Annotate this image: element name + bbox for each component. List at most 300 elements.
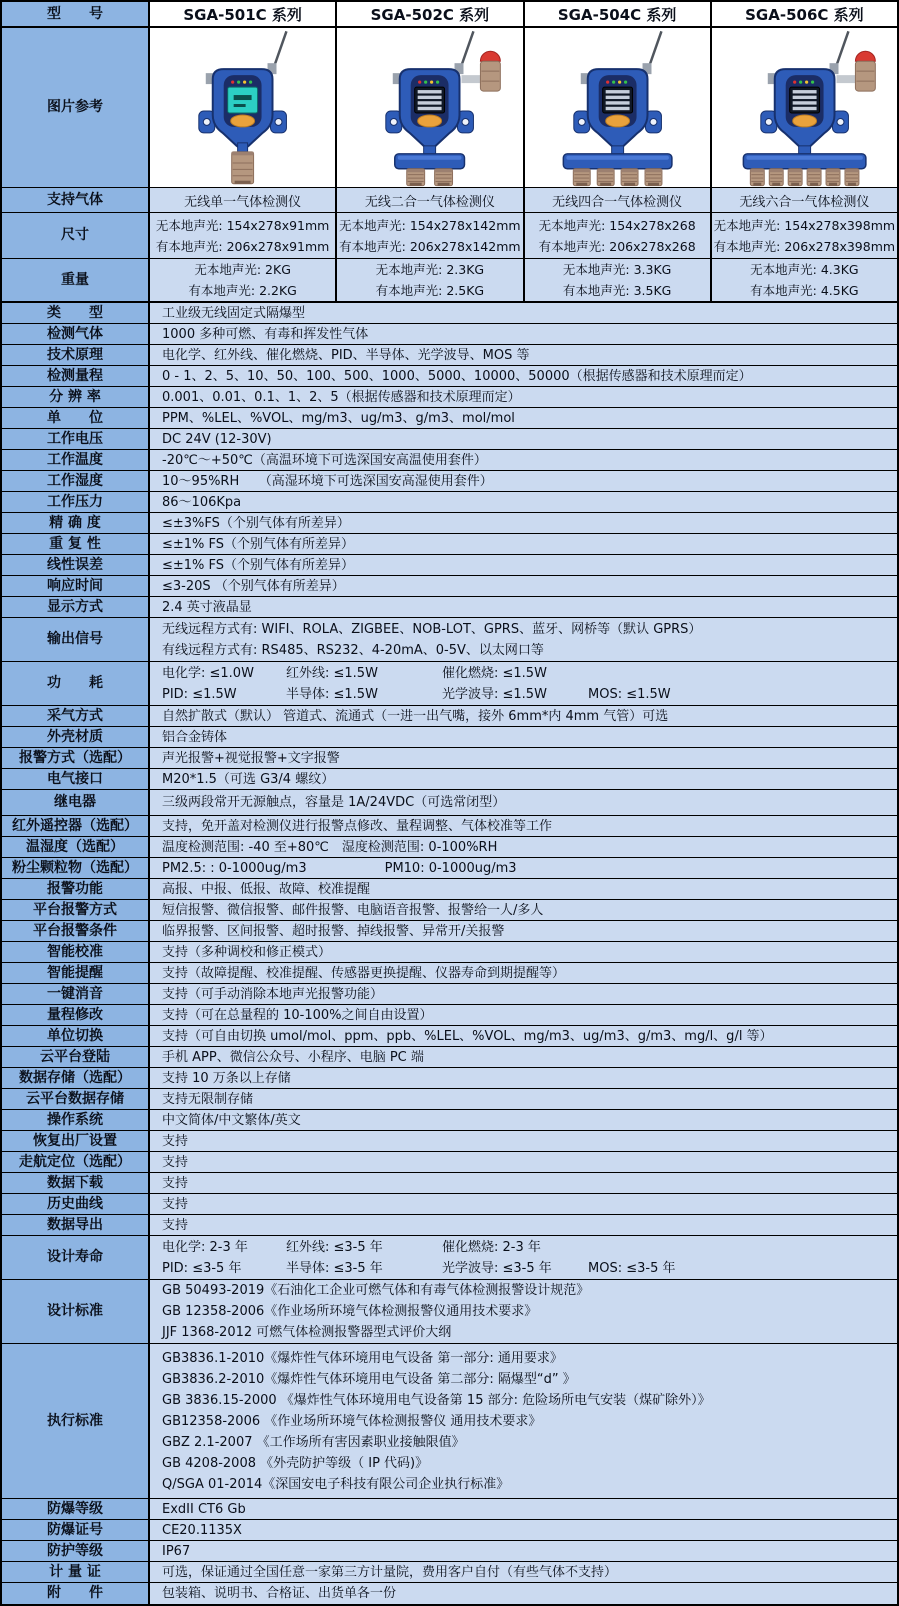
- spec-label-30: 一键消音: [2, 984, 150, 1004]
- spec-value-34: [150, 1068, 897, 1088]
- spec-text: M20*1.5（可选 G3/4 螺纹）: [162, 771, 335, 787]
- spec-line: [162, 345, 889, 366]
- gas-detector-illustration: [337, 29, 522, 187]
- spec-row-34: [2, 1068, 897, 1089]
- spec-label-32: 单位切换: [2, 1026, 150, 1046]
- spec-line: [162, 303, 889, 324]
- supported-gas-0: 无线单一气体检测仪: [150, 188, 335, 212]
- spec-value-49: [150, 1583, 897, 1604]
- spec-line: [162, 1583, 889, 1604]
- spec-text: IP67: [162, 1543, 191, 1559]
- spec-label-23: 温湿度（选配）: [2, 837, 150, 857]
- sensor-probe: [435, 169, 453, 186]
- spec-text: 短信报警、微信报警、邮件报警、电脑语音报警、报警给一人/多人: [162, 902, 544, 918]
- spec-value-31: [150, 1005, 897, 1025]
- spec-text: 电化学、红外线、催化燃烧、PID、半导体、光学波导、MOS 等: [162, 347, 530, 363]
- spec-label-24: 粉尘颗粒物（选配）: [2, 858, 150, 878]
- spec-label-12: 线性误差: [2, 555, 150, 575]
- spec-label-49: 附 件: [2, 1583, 150, 1604]
- spec-line: [162, 640, 889, 661]
- spec-text: 支持（多种调校和修正模式）: [162, 944, 332, 960]
- weight-line: 无本地声光: 2KG: [194, 262, 291, 277]
- dimensions-row: [2, 213, 897, 259]
- spec-label-5: 单 位: [2, 408, 150, 428]
- weight-0: [150, 259, 335, 301]
- spec-line: [162, 1237, 889, 1258]
- spec-line: [162, 1411, 889, 1432]
- spec-row-29: [2, 963, 897, 984]
- spec-value-48: [150, 1562, 897, 1582]
- spec-text: 光学波导: ≤1.5W: [442, 686, 547, 702]
- spec-label-41: 数据导出: [2, 1215, 150, 1235]
- dimensions-3: [710, 213, 897, 258]
- spec-line: [162, 387, 889, 408]
- spec-text: 铝合金铸体: [162, 729, 228, 745]
- spec-row-25: [2, 879, 897, 900]
- spec-text: ≤±1% FS（个别气体有所差异）: [162, 557, 355, 573]
- spec-text: GB 50493-2019《石油化工企业可燃气体和有毒气体检测报警设计规范》: [162, 1283, 590, 1298]
- spec-label-39: 数据下载: [2, 1173, 150, 1193]
- spec-label-14: 显示方式: [2, 597, 150, 617]
- spec-text: 支持（故障提醒、校准提醒、传感器更换提醒、仪器寿命到期提醒等）: [162, 965, 566, 981]
- spec-line: [162, 534, 889, 555]
- spec-text: 0 - 1、2、5、10、50、100、500、1000、5000、10000、50000（根据传感器和技术原理而定）: [162, 368, 752, 384]
- spec-row-31: [2, 1005, 897, 1026]
- spec-label-48: 计 量 证: [2, 1562, 150, 1582]
- spec-row-41: [2, 1215, 897, 1236]
- spec-text: JJF 1368-2012 可燃气体检测报警器型式评价大纲: [162, 1325, 452, 1340]
- spec-line: [162, 942, 889, 963]
- spec-value-30: [150, 984, 897, 1004]
- spec-line: [162, 1152, 889, 1173]
- spec-text: DC 24V (12-30V): [162, 431, 272, 447]
- spec-label-29: 智能提醒: [2, 963, 150, 983]
- weight-line: 有本地声光: 2.5KG: [375, 283, 485, 298]
- spec-value-4: [150, 387, 897, 407]
- spec-line: [162, 748, 889, 769]
- spec-label-19: 报警方式（选配）: [2, 748, 150, 768]
- weight-2: [523, 259, 710, 301]
- spec-line: [162, 597, 889, 618]
- spec-value-43: [150, 1280, 897, 1343]
- dimensions-line: 有本地声光: 206x278x398mm: [713, 238, 896, 254]
- spec-value-45: [150, 1499, 897, 1519]
- spec-line: [162, 1322, 889, 1343]
- spec-text: 支持: [162, 1217, 189, 1233]
- spec-text: CE20.1135X: [162, 1522, 242, 1538]
- model-header-2: SGA-504C 系列: [523, 2, 710, 26]
- weight-line: 无本地声光: 3.3KG: [562, 262, 672, 277]
- spec-value-25: [150, 879, 897, 899]
- spec-label-7: 工作温度: [2, 450, 150, 470]
- spec-value-17: [150, 706, 897, 726]
- spec-row-35: [2, 1089, 897, 1110]
- spec-text: 红外线: ≤3-5 年: [286, 1239, 383, 1255]
- spec-text: 支持 10 万条以上存储: [162, 1070, 291, 1086]
- spec-text: 温度检测范围: -40 至+80℃ 湿度检测范围: 0-100%RH: [162, 839, 498, 855]
- spec-text: 临界报警、区间报警、超时报警、掉线报警、异常开/关报警: [162, 923, 505, 939]
- spec-value-23: [150, 837, 897, 857]
- sensor-probe: [788, 169, 802, 186]
- row-label-image: 图片参考: [2, 28, 150, 187]
- supported-gas-3: 无线六合一气体检测仪: [710, 188, 897, 212]
- spec-text: 红外线: ≤1.5W: [286, 665, 378, 681]
- spec-value-13: [150, 576, 897, 596]
- spec-text: 半导体: ≤1.5W: [286, 686, 378, 702]
- spec-label-15: 输出信号: [2, 618, 150, 661]
- dimensions-line: 无本地声光: 154x278x398mm: [713, 217, 896, 233]
- spec-line: [162, 1215, 889, 1236]
- spec-text: 工业级无线固定式隔爆型: [162, 305, 306, 321]
- dimensions-2: [523, 213, 710, 258]
- spec-value-44: [150, 1344, 897, 1498]
- spec-value-28: [150, 942, 897, 962]
- spec-row-0: [2, 303, 897, 324]
- spec-value-8: [150, 471, 897, 491]
- spec-line: [162, 1068, 889, 1089]
- product-image-cells: [150, 28, 897, 187]
- product-image-row: [2, 28, 897, 188]
- spec-text: 1000 多种可燃、有毒和挥发性气体: [162, 326, 369, 342]
- dimensions-line: 无本地声光: 154x278x268: [538, 217, 696, 233]
- weight-cells: [150, 259, 897, 301]
- spec-label-43: 设计标准: [2, 1280, 150, 1343]
- dimensions-1: [335, 213, 522, 258]
- supported-gas-1: 无线二合一气体检测仪: [335, 188, 522, 212]
- spec-value-37: [150, 1131, 897, 1151]
- spec-row-43: [2, 1280, 897, 1344]
- sensor-probe: [407, 169, 425, 186]
- spec-label-1: 检测气体: [2, 324, 150, 344]
- spec-line: [162, 1499, 889, 1520]
- spec-line: [162, 727, 889, 748]
- sensor-probe: [845, 169, 859, 186]
- spec-line: [162, 450, 889, 471]
- spec-value-29: [150, 963, 897, 983]
- spec-value-36: [150, 1110, 897, 1130]
- spec-text: MOS: ≤3-5 年: [588, 1260, 676, 1276]
- spec-line: [162, 921, 889, 942]
- spec-label-9: 工作压力: [2, 492, 150, 512]
- spec-label-3: 检测量程: [2, 366, 150, 386]
- spec-row-6: [2, 429, 897, 450]
- spec-line: [162, 1301, 889, 1322]
- spec-value-35: [150, 1089, 897, 1109]
- spec-line: [162, 1258, 889, 1279]
- spec-line: [162, 706, 889, 727]
- spec-row-37: [2, 1131, 897, 1152]
- spec-label-25: 报警功能: [2, 879, 150, 899]
- spec-row-23: [2, 837, 897, 858]
- spec-row-13: [2, 576, 897, 597]
- spec-text: 催化燃烧: ≤1.5W: [442, 665, 547, 681]
- gas-detector-illustration: [712, 29, 897, 187]
- spec-line: [162, 879, 889, 900]
- weight-line: 有本地声光: 4.5KG: [750, 283, 859, 298]
- spec-value-41: [150, 1215, 897, 1235]
- spec-text: 三级两段常开无源触点，容量是 1A/24VDC（可选常闭型）: [162, 795, 506, 810]
- spec-row-4: [2, 387, 897, 408]
- spec-row-47: [2, 1541, 897, 1562]
- weight-1: [335, 259, 522, 301]
- sensor-probe: [750, 169, 764, 186]
- spec-text: GB 4208-2008 《外壳防护等级（ IP 代码)》: [162, 1455, 429, 1471]
- spec-value-1: [150, 324, 897, 344]
- spec-line: [162, 684, 889, 705]
- spec-line: [162, 1541, 889, 1562]
- spec-row-24: [2, 858, 897, 879]
- spec-line: [162, 619, 889, 640]
- spec-value-39: [150, 1173, 897, 1193]
- row-label-support: 支持气体: [2, 188, 150, 212]
- dimensions-line: 有本地声光: 206x278x142mm: [339, 238, 521, 254]
- spec-label-2: 技术原理: [2, 345, 150, 365]
- spec-value-40: [150, 1194, 897, 1214]
- spec-row-48: [2, 1562, 897, 1583]
- spec-line: [162, 1026, 889, 1047]
- spec-text: ≤±1% FS（个别气体有所差异）: [162, 536, 355, 552]
- spec-text: MOS: ≤1.5W: [588, 686, 671, 702]
- spec-text: 支持: [162, 1196, 189, 1212]
- spec-text: 声光报警+视觉报警+文字报警: [162, 750, 340, 766]
- spec-line: [162, 1390, 889, 1411]
- spec-line: [162, 837, 889, 858]
- spec-line: [162, 1173, 889, 1194]
- spec-text: ExdII CT6 Gb: [162, 1501, 246, 1517]
- spec-label-44: 执行标准: [2, 1344, 150, 1498]
- spec-text: 10～95%RH （高湿环境下可选深国安高湿使用套件）: [162, 473, 493, 489]
- spec-line: [162, 663, 889, 684]
- spec-text: 支持: [162, 1133, 189, 1149]
- spec-value-0: [150, 303, 897, 323]
- spec-text: 无线远程方式有: WIFI、ROLA、ZIGBEE、NOB-LOT、GPRS、蓝牙、网桥等（默认 GPRS）: [162, 621, 702, 637]
- spec-value-32: [150, 1026, 897, 1046]
- weight-3: [710, 259, 897, 301]
- spec-row-44: [2, 1344, 897, 1499]
- spec-row-9: [2, 492, 897, 513]
- spec-text: PID: ≤3-5 年: [162, 1260, 242, 1276]
- dimensions-line: 有本地声光: 206x278x91mm: [155, 238, 330, 254]
- spec-line: [162, 429, 889, 450]
- spec-label-4: 分 辨 率: [2, 387, 150, 407]
- gas-detector-illustration: [525, 29, 710, 187]
- spec-line: [162, 816, 889, 837]
- spec-line: [162, 366, 889, 387]
- spec-label-27: 平台报警条件: [2, 921, 150, 941]
- spec-row-45: [2, 1499, 897, 1520]
- product-image-sga-501c: [150, 28, 335, 187]
- spec-text: 有线远程方式有: RS485、RS232、4-20mA、0-5V、以太网口等: [162, 642, 544, 658]
- spec-row-27: [2, 921, 897, 942]
- spec-row-2: [2, 345, 897, 366]
- spec-text: Q/SGA 01-2014《深国安电子科技有限公司企业执行标准》: [162, 1476, 510, 1492]
- spec-text: 可选，保证通过全国任意一家第三方计量院，费用客户自付（有些气体不支持）: [162, 1564, 618, 1580]
- supported-gas-row: [2, 188, 897, 213]
- spec-line: [162, 1562, 889, 1583]
- spec-row-22: [2, 816, 897, 837]
- spec-row-19: [2, 748, 897, 769]
- spec-label-31: 量程修改: [2, 1005, 150, 1025]
- spec-line: [162, 1432, 889, 1453]
- spec-row-26: [2, 900, 897, 921]
- spec-value-27: [150, 921, 897, 941]
- spec-text: -20℃～+50℃（高温环境下可选深国安高温使用套件）: [162, 452, 487, 468]
- spec-line: [162, 1089, 889, 1110]
- spec-line: [162, 1047, 889, 1068]
- spec-text: PID: ≤1.5W: [162, 686, 237, 702]
- spec-label-46: 防爆证号: [2, 1520, 150, 1540]
- spec-text: 支持（可手动消除本地声光报警功能）: [162, 986, 384, 1002]
- spec-value-42: [150, 1236, 897, 1279]
- weight-row: [2, 259, 897, 303]
- spec-label-37: 恢复出厂设置: [2, 1131, 150, 1151]
- spec-text: 支持，免开盖对检测仪进行报警点修改、量程调整、气体校准等工作: [162, 818, 553, 834]
- spec-value-18: [150, 727, 897, 747]
- spec-text: 支持: [162, 1154, 189, 1170]
- spec-label-0: 类 型: [2, 303, 150, 323]
- spec-row-39: [2, 1173, 897, 1194]
- spec-row-12: [2, 555, 897, 576]
- orange-button: [231, 115, 255, 127]
- spec-text: 2.4 英寸液晶显: [162, 599, 252, 615]
- spec-value-46: [150, 1520, 897, 1540]
- spec-value-20: [150, 769, 897, 789]
- spec-value-26: [150, 900, 897, 920]
- dimensions-cells: [150, 213, 897, 258]
- spec-row-16: [2, 662, 897, 706]
- sensor-probe: [597, 169, 614, 186]
- spec-label-17: 采气方式: [2, 706, 150, 726]
- spec-value-19: [150, 748, 897, 768]
- spec-row-5: [2, 408, 897, 429]
- spec-row-7: [2, 450, 897, 471]
- spec-text: 自然扩散式（默认） 管道式、流通式（一进一出气嘴，接外 6mm*内 4mm 气管）可选: [162, 708, 669, 724]
- spec-label-6: 工作电压: [2, 429, 150, 449]
- sensor-probe: [769, 169, 783, 186]
- row-label-model: 型 号: [2, 2, 150, 26]
- spec-line: [162, 1280, 889, 1301]
- supported-gas-cells: [150, 188, 897, 212]
- spec-row-36: [2, 1110, 897, 1131]
- spec-row-21: [2, 790, 897, 816]
- spec-value-11: [150, 534, 897, 554]
- spec-row-18: [2, 727, 897, 748]
- spec-rows: [2, 303, 897, 1604]
- spec-text: 0.001、0.01、0.1、1、2、5（根据传感器和技术原理而定）: [162, 389, 521, 405]
- spec-line: [162, 471, 889, 492]
- row-label-size: 尺寸: [2, 213, 150, 258]
- spec-value-14: [150, 597, 897, 617]
- spec-value-24: [150, 858, 897, 878]
- spec-line: [162, 492, 889, 513]
- spec-line: [162, 555, 889, 576]
- spec-value-16: [150, 662, 897, 705]
- spec-label-21: 继电器: [2, 790, 150, 815]
- weight-line: 无本地声光: 4.3KG: [750, 262, 859, 277]
- model-header-3: SGA-506C 系列: [710, 2, 897, 26]
- spec-row-38: [2, 1152, 897, 1173]
- spec-row-20: [2, 769, 897, 790]
- spec-text: 催化燃烧: 2-3 年: [442, 1239, 541, 1255]
- spec-line: [162, 769, 889, 790]
- spec-label-22: 红外遥控器（选配）: [2, 816, 150, 836]
- spec-line: [162, 1194, 889, 1215]
- sensor-probe: [807, 169, 821, 186]
- spec-text: ≤3-20S （个别气体有所差异）: [162, 578, 345, 594]
- spec-label-45: 防爆等级: [2, 1499, 150, 1519]
- spec-line: [162, 324, 889, 345]
- spec-line: [162, 1520, 889, 1541]
- weight-line: 有本地声光: 2.2KG: [188, 283, 297, 298]
- spec-value-2: [150, 345, 897, 365]
- model-header-0: SGA-501C 系列: [150, 2, 335, 26]
- spec-label-11: 重 复 性: [2, 534, 150, 554]
- spec-text: 支持（可在总量程的 10-100%之间自由设置）: [162, 1007, 433, 1023]
- spec-text: PPM、%LEL、%VOL、mg/m3、ug/m3、g/m3、mol/mol: [162, 410, 515, 426]
- spec-label-20: 电气接口: [2, 769, 150, 789]
- orange-button: [605, 115, 629, 127]
- spec-text: 光学波导: ≤3-5 年: [442, 1260, 552, 1276]
- spec-text: 支持无限制存储: [162, 1091, 254, 1107]
- spec-line: [162, 1005, 889, 1026]
- spec-value-12: [150, 555, 897, 575]
- spec-text: 支持: [162, 1175, 189, 1191]
- spec-label-16: 功 耗: [2, 662, 150, 705]
- spec-text: PM2.5: : 0-1000ug/m3 PM10: 0-1000ug/m3: [162, 860, 517, 876]
- orange-button: [418, 115, 442, 127]
- model-header-cells: [150, 2, 897, 26]
- sensor-probe: [645, 169, 662, 186]
- dimensions-line: 有本地声光: 206x278x268: [538, 238, 696, 254]
- spec-text: GB 3836.15-2000 《爆炸性气体环境用电气设备第 15 部分: 危险场所电气安装（煤矿除外）》: [162, 1392, 711, 1408]
- spec-label-8: 工作湿度: [2, 471, 150, 491]
- spec-value-38: [150, 1152, 897, 1172]
- spec-label-28: 智能校准: [2, 942, 150, 962]
- spec-text: 手机 APP、微信公众号、小程序、电脑 PC 端: [162, 1049, 424, 1065]
- spec-text: 高报、中报、低报、故障、校准提醒: [162, 881, 371, 897]
- spec-text: 中文简体/中文繁体/英文: [162, 1112, 301, 1128]
- alarm-beacon: [462, 51, 501, 91]
- spec-row-1: [2, 324, 897, 345]
- spec-row-15: [2, 618, 897, 662]
- spec-line: [162, 1369, 889, 1390]
- spec-label-47: 防护等级: [2, 1541, 150, 1561]
- spec-line: [162, 963, 889, 984]
- spec-line: [162, 408, 889, 429]
- spec-label-42: 设计寿命: [2, 1236, 150, 1279]
- spec-line: [162, 900, 889, 921]
- spec-line: [162, 1474, 889, 1495]
- spec-value-9: [150, 492, 897, 512]
- spec-label-33: 云平台登陆: [2, 1047, 150, 1067]
- spec-row-11: [2, 534, 897, 555]
- spec-text: 电化学: 2-3 年: [162, 1239, 248, 1255]
- supported-gas-2: 无线四合一气体检测仪: [523, 188, 710, 212]
- spec-line: [162, 858, 889, 879]
- dimensions-line: 无本地声光: 154x278x142mm: [339, 217, 521, 233]
- spec-text: ≤±3%FS（个别气体有所差异）: [162, 515, 350, 531]
- spec-value-22: [150, 816, 897, 836]
- spec-line: [162, 1131, 889, 1152]
- spec-row-33: [2, 1047, 897, 1068]
- row-label-weight: 重量: [2, 259, 150, 301]
- spec-row-40: [2, 1194, 897, 1215]
- spec-text: 包装箱、说明书、合格证、出货单各一份: [162, 1586, 397, 1601]
- spec-row-30: [2, 984, 897, 1005]
- model-header-row: [2, 2, 897, 28]
- spec-text: 支持（可自由切换 umol/mol、ppm、ppb、%LEL、%VOL、mg/m3、ug/m3、g/m3、mg/l、g/l 等）: [162, 1028, 773, 1044]
- product-image-sga-504c: [523, 28, 710, 187]
